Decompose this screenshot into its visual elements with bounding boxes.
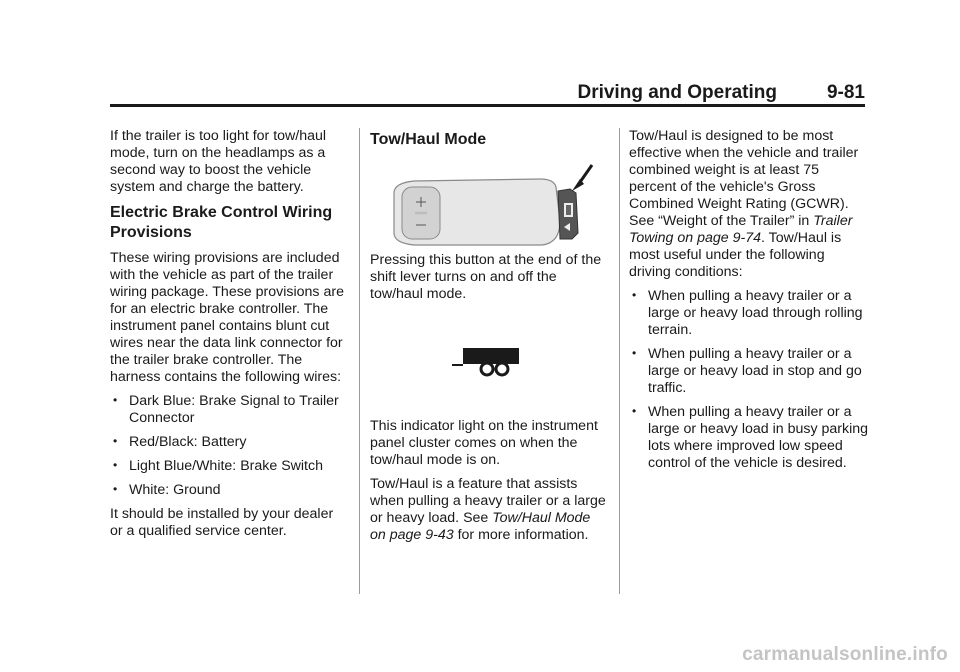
watermark: carmanualsonline.info [742,644,948,665]
column-divider [619,128,620,594]
wire-list [110,393,348,499]
list-item: • When pulling a heavy trailer or a large or heavy load in stop and go traffic. [629,346,869,397]
body-paragraph: These wiring provisions are included with the vehicle as part of the trailer wiring package. These provisions are for an electric brake controller. The instrument panel contains blunt cut wires near the data link connector for the trailer brake controller. The harness contains the following wires: [110,250,344,385]
list-item: • When pulling a heavy trailer or a large or heavy load through rolling terrain. [629,288,869,339]
figure-caption: This indicator light on the instrument panel cluster comes on when the tow/haul mode is on. [370,418,598,468]
closing-paragraph: It should be installed by your dealer or a qualified service center. [110,506,334,539]
cross-reference-link[interactable]: Tow/Haul Mode on page 9-43 [370,510,591,543]
page-number: 9-81 [826,82,865,103]
tow-haul-indicator-icon [370,310,610,418]
section-heading: Electric Brake Control Wiring Provisions [110,204,333,241]
shift-lever-button-illustration [370,157,610,252]
page-header [110,78,865,107]
cross-reference-link[interactable]: Trailer Towing on page 9-74 [629,213,853,246]
column-1 [110,128,348,547]
section-heading: Tow/Haul Mode [370,131,487,148]
intro-paragraph: If the trailer is too light for tow/haul mode, turn on the headlamps as a second way to boost the vehicle system and charge the battery. [110,128,327,195]
list-item: • Dark Blue: Brake Signal to Trailer Connector [110,393,348,427]
design-paragraph: Tow/Haul is designed to be most effective when the vehicle and trailer combined weight is at least 75 percent of the vehicle's Gross Combined Weight Rating (GCWR). See “Weight of the Trailer” in Trailer Towing on page 9-74. Tow/Haul is most useful under the following driving conditions: [629,128,859,280]
column-3 [629,128,869,479]
feature-paragraph: Tow/Haul is a feature that assists when pulling a heavy trailer or a large or heavy load. See Tow/Haul Mode on page 9-43 for more information. [370,476,606,543]
figure-caption: Pressing this button at the end of the shift lever turns on and off the tow/haul mode. [370,252,602,302]
list-item: • Light Blue/White: Brake Switch [110,458,348,475]
conditions-list [629,288,869,472]
column-divider [359,128,360,594]
list-item: • When pulling a heavy trailer or a large or heavy load in busy parking lots where improved low speed control of the vehicle is desired. [629,404,869,472]
column-2 [370,128,610,551]
section-title: Driving and Operating [577,82,777,103]
list-item: • Red/Black: Battery [110,434,348,451]
list-item: • White: Ground [110,482,348,499]
